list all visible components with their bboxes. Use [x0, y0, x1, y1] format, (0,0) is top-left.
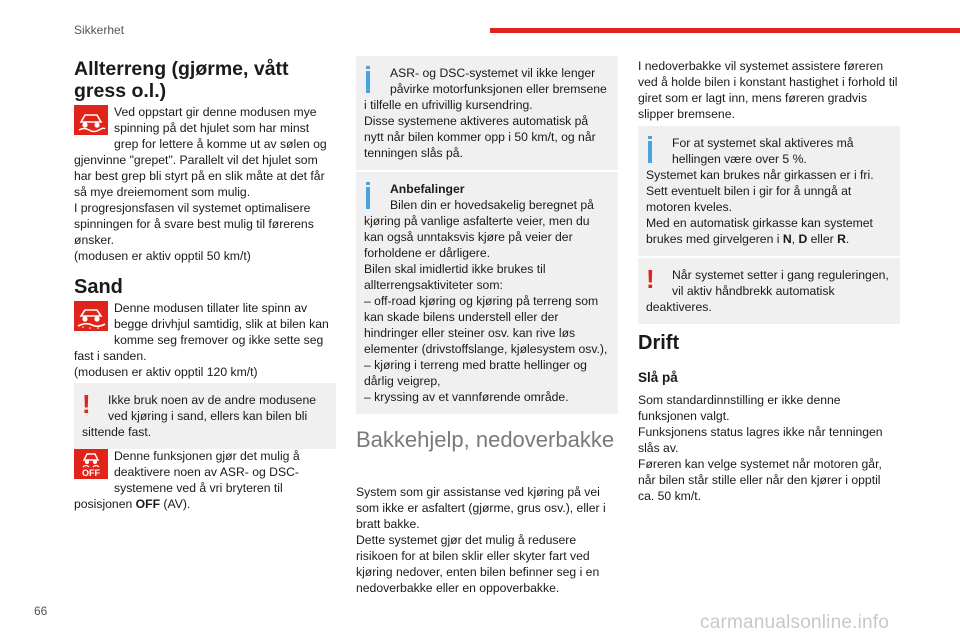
allterreng-paragraph: Ved oppstart gir denne modusen mye spinning på det hjulet som har minst grep for lettere å komme ut av sølen og gjenvinne "grepet". Parallelt vil det hjulet som har best grep bli styrt på en slik måte at det får så mye dreiemoment som mulig. I progresjonsfasen vil systemet optimalisere spinningen for å svare best mulig til førerens ønsker. (modusen er aktiv opptil 50 km/t) — [74, 105, 327, 263]
offroad-mud-mode-icon — [74, 105, 108, 135]
heading-bakkehjelp: Bakkehjelp, nedoverbakke — [356, 427, 615, 452]
info-icon — [364, 65, 384, 91]
heading-drift: Drift — [638, 332, 680, 354]
bakkehjelp-paragraph: System som gir assistanse ved kjøring på vei som ikke er asfaltert (gjørme, grus osv.), eller i bratt bakke. Dette systemet gjør det mulig å redusere risikoen for at bilen sklir eller skyter fart ved kjøring nedover, enten bilen befinner seg i en nedoverbakke eller en oppoverbakke. — [356, 485, 606, 595]
heading-allterreng: Allterreng (gjørme, vått gress o.l.) — [74, 58, 289, 102]
downhill-intro-paragraph: I nedoverbakke vil systemet assistere føreren ved å holde bilen i konstant hastighet i forhold til giret som er lagt inn, mens føreren gradvis slipper bremsene. — [638, 59, 898, 121]
heading-sla-pa: Slå på — [638, 370, 678, 385]
watermark: carmanualsonline.info — [700, 612, 890, 633]
handbrake-warning-notice: ! Når systemet setter i gang reguleringen, vil aktiv håndbrekk automatisk deaktiveres. — [638, 258, 900, 324]
warning-exclamation-icon: ! — [82, 389, 91, 419]
list-item: – kryssing av et vannførende område. — [364, 390, 569, 404]
sand-warning-notice: ! Ikke bruk noen av de andre modusene ved kjøring i sand, ellers kan bilen bli sittende fast. — [74, 383, 336, 449]
off-paragraph: OFF Denne funksjonen gjør det mulig å deaktivere noen av ASR- og DSC-systemene ved å vri bryteren til posisjonen OFF (AV). — [74, 449, 300, 511]
heading-sand: Sand — [74, 276, 123, 298]
esc-off-icon: OFF — [74, 449, 108, 479]
sand-mode-icon — [74, 301, 108, 331]
sand-paragraph: Denne modusen tillater lite spinn av begge drivhjul samtidig, slik at bilen kan komme seg fremover og ikke sette seg fast i sanden. (modusen er aktiv opptil 120 km/t) — [74, 301, 329, 379]
warning-exclamation-icon: ! — [646, 264, 655, 294]
page-number: 66 — [34, 604, 48, 618]
header-accent-bar — [490, 28, 960, 33]
sla-pa-paragraph: Som standardinnstilling er ikke denne funksjonen valgt. Funksjonens status lagres ikke når tenningen slås av. Føreren kan velge systemet når motoren går, når bilen står stille eller når den kjører i opptil ca. 50 km/t. — [638, 393, 883, 503]
info-icon — [646, 135, 666, 161]
asr-dsc-info-notice: ASR- og DSC-systemet vil ikke lenger påvirke motorfunksjonen eller bremsene i tilfelle en ufrivillig kursendring. Disse systemene aktiveres automatisk på nytt når bilen kommer opp i 50 km/t, og når tenningen slås på. — [356, 56, 618, 170]
list-item: – off-road kjøring og kjøring på terreng som kan skade bilens understell eller der hindringer eller steiner osv. kan rive løs elementer (drivstoffslange, kjølesystem osv.), — [364, 294, 608, 356]
info-icon — [364, 181, 384, 207]
list-item: – kjøring i terreng med bratte hellinger og dårlig veigrep, — [364, 358, 587, 388]
recommendations-notice: Anbefalinger Bilen din er hovedsakelig beregnet på kjøring på vanlige asfalterte veier, men du kan også unntaksvis kjøre på veier der forholdene er dårligere. Bilen skal imidlertid ikke brukes til allterrengsaktiviteter som: – off-road kjøring og kjøring på terreng som kan skade bilens understell eller der hindringer eller steiner osv. kan rive løs elementer (drivstoffslange, kjølesystem osv.), – kjøring i terreng med bratte hellinger og dårlig veigrep, – kryssing av et vannførende område. — [356, 172, 618, 414]
section-title: Sikkerhet — [74, 23, 125, 37]
activation-info-notice: For at systemet skal aktiveres må hellingen være over 5 %. Systemet kan brukes når girkassen er i fri. Sett eventuelt bilen i gir for å unngå at motoren kveles. Med en automatisk girkasse kan systemet brukes med girvelgeren i N, D eller R. — [638, 126, 900, 256]
